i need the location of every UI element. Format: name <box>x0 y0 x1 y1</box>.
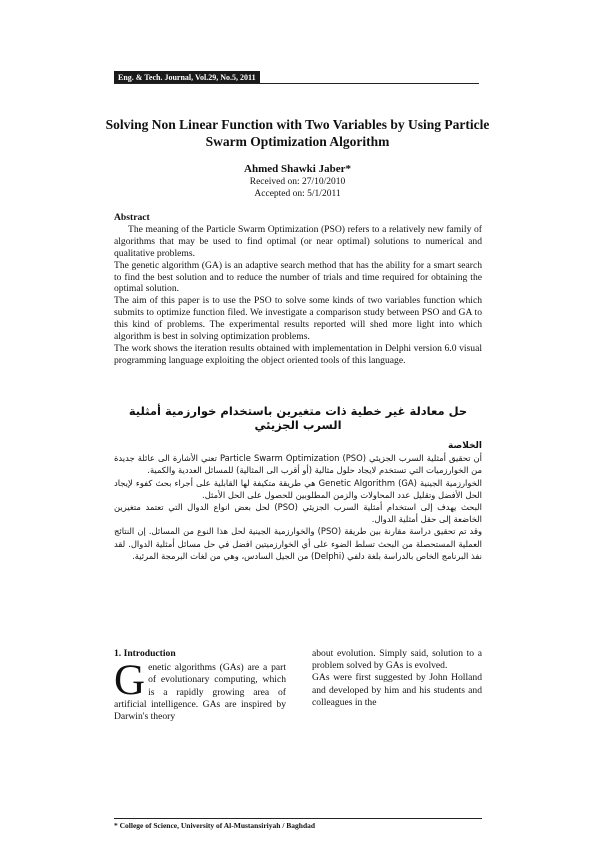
abstract-paragraph: The work shows the iteration results obtained with implementation in Delphi version 6.0 visual programming language exploiting the object oriented tools of this language. <box>114 342 482 366</box>
abstract-section <box>114 212 482 367</box>
footnote-rule <box>114 818 482 819</box>
drop-cap: G <box>114 657 146 705</box>
abstract-heading: Abstract <box>114 212 150 223</box>
abstract-paragraph: The aim of this paper is to use the PSO to solve some kinds of two variables function which submits to optimize function filed. We investigate a comparison study between PSO and GA to this kind of problems. The experimental results reported will shed more light into which algorithm is best in solving optimization problems. <box>114 295 482 343</box>
accepted-date: Accepted on: 5/1/2011 <box>254 189 341 199</box>
arabic-paragraph: الخوارزمية الجينية (GA) Genetic Algorithm هي طريقة متكيفة لها القابلية على أجراء بحث كفوء لإيجاد الحل الأفضل وتقليل عدد المحاولات والزمن المطلوبين للحصول على الحل الأمثل. <box>114 477 482 500</box>
journal-header: Eng. & Tech. Journal, Vol.29, No.5, 2011 <box>114 71 260 84</box>
arabic-title: حل معادلة غير خطية ذات متغيرين باستخدام خوارزمية أمثلية السرب الجزيئي <box>128 404 468 432</box>
introduction-text: enetic algorithms (GAs) are a part of evolutionary computing, which is a rapidly growing area of artificial intelligence. GAs are inspired by Darwin's theory <box>114 662 286 723</box>
introduction-heading: 1. Introduction <box>114 648 176 659</box>
arabic-paragraph: البحث يهدف إلى استخدام أمثلية السرب الجزيئي (PSO) لحل بعض انواع الدوال التي تعتمد متغيرين الخاضعة إلى حقل أمثلية الدوال. <box>114 502 482 525</box>
author-name: Ahmed Shawki Jaber* <box>244 163 351 175</box>
paper-title: Solving Non Linear Function with Two Variables by Using Particle Swarm Optimization Algorithm <box>105 117 490 149</box>
footnote: * College of Science, University of Al-Mustansiriyah / Baghdad <box>114 821 316 830</box>
arabic-paragraph: أن تحقيق أمثلية السرب الجزيئي (PSO) Particle Swarm Optimization تعني الأشارة الى عائلة جديدة من الخوارزميات التي تستخدم لايجاد حلول مثالية (أو أقرب الى المثالية) للمسائل العددية والكمية. <box>114 453 482 476</box>
arabic-paragraph: وقد تم تحقيق دراسة مقارنة بين طريقة (PSO) والخوارزمية الجينية لحل هذا النوع من المسائل. إن النتائج العملية المستحصلة من البحث تسلط الضوء على أي الخوارزميتين افضل في حل مسائل أمثلية الدوال. لقد نفذ البرنامج الخاص بالدراسة بلغة دلفي (Delphi) من الجيل السادس، وهي من لغات البرمجة المرئية. <box>114 526 482 561</box>
introduction-right-column <box>312 648 482 709</box>
abstract-paragraph: The meaning of the Particle Swarm Optimization (PSO) refers to a relatively new family of algorithms that may be used to find optimal (or near optimal) solutions to numerical and qualitative problems. <box>114 223 482 259</box>
introduction-paragraph: GAs were first suggested by John Holland and developed by him and his students and colleagues in the <box>312 672 482 708</box>
introduction-paragraph <box>114 657 286 723</box>
introduction-left-column <box>114 648 286 723</box>
introduction-paragraph: about evolution. Simply said, solution to a problem solved by GAs is evolved. <box>312 648 482 672</box>
arabic-abstract-heading: الخلاصة <box>448 441 482 451</box>
received-date: Received on: 27/10/2010 <box>249 177 346 187</box>
arabic-abstract <box>114 440 482 562</box>
header-rule <box>114 83 479 84</box>
abstract-paragraph: The genetic algorithm (GA) is an adaptive search method that has the ability for a smart search to find the best solution and to reduce the number of trials and time required for obtaining the optimal solution. <box>114 259 482 295</box>
